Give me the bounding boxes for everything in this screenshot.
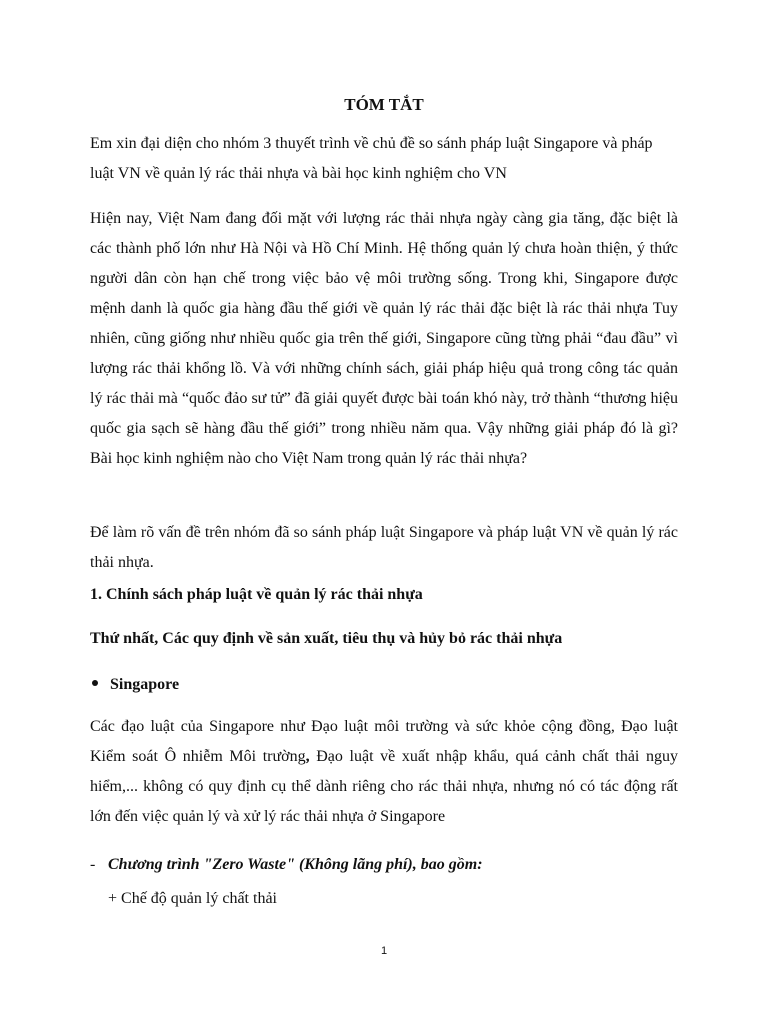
document-title: TÓM TẮT (344, 95, 424, 114)
body-paragraph-3-part1: Các đạo luật của Singapore như Đạo luật môi trường và sức khỏe cộng đồng, Đạo luật Kiểm soát Ô nhiễm Môi trường (90, 718, 678, 765)
bullet-dot-icon (92, 680, 98, 686)
intro-paragraph: Em xin đại diện cho nhóm 3 thuyết trình về chủ đề so sánh pháp luật Singapore và pháp luật VN về quản lý rác thải nhựa và bài học kinh nghiệm cho VN (90, 135, 653, 182)
body-paragraph-3-part2: Đạo luật về xuất nhập khẩu, quá cảnh chất thải nguy hiểm,... không có quy định cụ thể dành riêng cho rác thải nhựa, nhưng nó có tác động rất lớn đến việc quản lý và xử lý rác thải nhựa ở Singapore (90, 748, 678, 825)
plus-list-item: + Chế độ quản lý chất thải (108, 890, 277, 907)
section-heading-1: 1. Chính sách pháp luật về quản lý rác thải nhựa (90, 586, 423, 603)
bullet-item-label: Singapore (110, 676, 180, 693)
dash-marker: - (90, 856, 96, 873)
dash-item-text: Chương trình "Zero Waste" (Không lãng phí), bao gồm: (108, 856, 483, 873)
page-number: 1 (380, 945, 388, 957)
body-paragraph-2: Để làm rõ vấn đề trên nhóm đã so sánh pháp luật Singapore và pháp luật VN về quản lý rác thải nhựa. (90, 524, 678, 571)
bullet-item-singapore (90, 670, 678, 700)
section-heading-2: Thứ nhất, Các quy định về sản xuất, tiêu thụ và hủy bỏ rác thải nhựa (90, 630, 563, 647)
dash-list-item (90, 850, 678, 880)
body-paragraph-3 (90, 712, 678, 832)
body-paragraph-1: Hiện nay, Việt Nam đang đối mặt với lượng rác thải nhựa ngày càng gia tăng, đặc biệt là các thành phố lớn như Hà Nội và Hồ Chí Minh. Hệ thống quản lý chưa hoàn thiện, ý thức người dân còn hạn chế trong việc bảo vệ môi trường sống. Trong khi, Singapore được mệnh danh là quốc gia hàng đầu thế giới về quản lý rác thải đặc biệt là rác thải nhựa Tuy nhiên, cũng giống như nhiều quốc gia trên thế giới, Singapore cũng từng phải “đau đầu” vì lượng rác thải khổng lồ. Và với những chính sách, giải pháp hiệu quả trong công tác quản lý rác thải mà “quốc đảo sư tử” đã giải quyết được bài toán khó này, trở thành “thương hiệu quốc gia sạch sẽ hàng đầu thế giới” trong nhiều năm qua. Vậy những giải pháp đó là gì? Bài học kinh nghiệm nào cho Việt Nam trong quản lý rác thải nhựa? (90, 210, 678, 467)
body-paragraph-3-comma: , (305, 748, 310, 765)
